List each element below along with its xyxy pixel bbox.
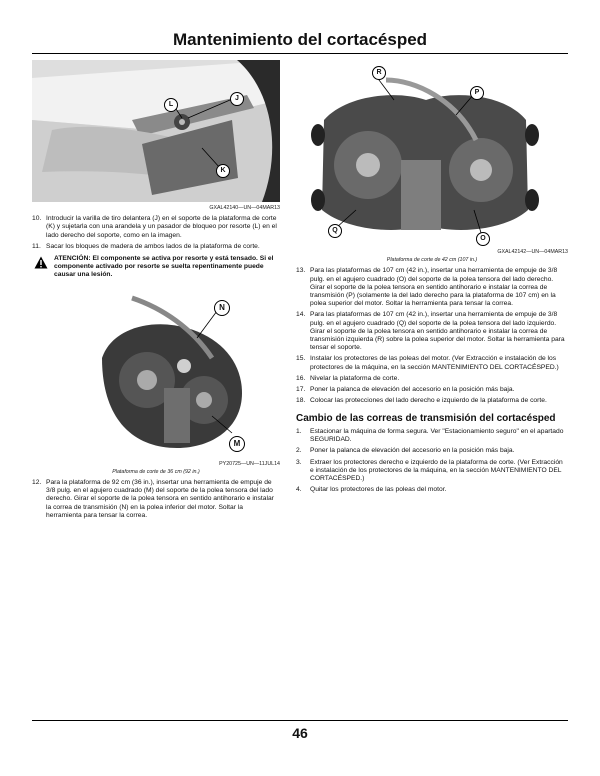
list-item xyxy=(296,397,568,405)
step-number: 11. xyxy=(32,242,41,250)
callout-o: O xyxy=(476,232,490,246)
list-item xyxy=(32,215,280,240)
page-number: 46 xyxy=(292,725,308,741)
right-column xyxy=(296,60,568,494)
list-item xyxy=(32,243,280,251)
step-text: Sacar los bloques de madera de ambos lados de la plataforma de corte. xyxy=(46,242,260,250)
step-text: Instalar los protectores de las poleas del motor. (Ver Extracción e instalación de los protectores de la máquina, en la sección MANTENIMIENTO DEL CORTACÉSPED.) xyxy=(310,355,559,371)
figure-code: GXAL42140—UN—04MAR13 xyxy=(209,205,280,211)
callout-r: R xyxy=(372,66,386,80)
list-item xyxy=(296,386,568,394)
step-number: 17. xyxy=(296,386,306,394)
list-item xyxy=(296,375,568,383)
step-number: 12. xyxy=(32,479,42,487)
figure-36in-deck xyxy=(92,288,252,458)
footer-rule xyxy=(32,720,568,721)
list-item xyxy=(296,447,568,455)
step-text: Colocar las protecciones del lado derecho e izquierdo de la plataforma de corte. xyxy=(310,397,547,405)
figure-code: GXAL42142—UN—04MAR13 xyxy=(497,249,568,255)
step-number: 13. xyxy=(296,267,306,275)
callout-n: N xyxy=(214,300,230,316)
step-number: 1. xyxy=(296,427,302,435)
warning-text: ATENCIÓN: El componente se activa por resorte y está tensado. Si el componente activado por resorte se suelta repentinamente puede causar una lesión. xyxy=(54,255,274,279)
callout-j: J xyxy=(230,92,244,106)
page-title: Mantenimiento del cortacésped xyxy=(172,30,428,49)
figure-code: PY20725—UN—11JUL14 xyxy=(219,460,280,467)
step-number: 16. xyxy=(296,374,306,382)
step-number: 4. xyxy=(296,486,302,494)
figure-caption: Plataforma de corte de 36 cm (92 in.) xyxy=(112,468,200,475)
step-text: Estacionar la máquina de forma segura. Ver "Estacionamiento seguro" en el apartado SEGURIDAD. xyxy=(310,427,564,444)
step-number: 14. xyxy=(296,311,306,319)
callout-l: L xyxy=(164,98,178,112)
list-item xyxy=(296,428,568,444)
header-rule xyxy=(32,53,568,54)
callout-k: K xyxy=(216,164,230,178)
step-text: Poner la palanca de elevación del accesorio en la posición más baja. xyxy=(310,447,515,455)
section-heading: Cambio de las correas de transmisión del cortacésped xyxy=(296,413,556,425)
left-column xyxy=(32,60,280,520)
step-text: Quitar los protectores de las poleas del motor. xyxy=(310,486,447,494)
callout-m: M xyxy=(229,436,245,452)
safety-warning xyxy=(32,255,280,280)
figure-caption: Plataforma de corte de 42 cm (107 in.) xyxy=(386,257,478,264)
list-item xyxy=(296,355,568,371)
step-text: Extraer los protectores derecho e izquierdo de la plataforma de corte. (Ver Extracción e instalación de los protectores de la máquina, en la sección MANTENIMIENTO DEL CORTACÉSPED.) xyxy=(310,458,563,482)
steps-list-a xyxy=(32,215,280,251)
step-text: Para las plataformas de 107 cm (42 in.), insertar una herramienta de empuje de 3/8 pulg. en el agujero cuadrado (Q) del soporte de la polea tensora del lado izquierdo. Girar el soporte de la polea tensora en sentido antihorario e instalar la correa de transmisión izquierda (R) sobre la polea superior del motor. Soltar la herramienta para tensar el soporte. xyxy=(310,311,565,352)
callout-q: Q xyxy=(328,224,342,238)
step-text: Introducir la varilla de tiro delantera (J) en el soporte de la plataforma de corte (K) y sujetarla con una arandela y un pasador de bloqueo por resorte (L) en el lado derecho del soporte, como en la imagen. xyxy=(46,215,277,239)
step-text: Para las plataformas de 107 cm (42 in.), insertar una herramienta de empuje de 3/8 pulg. en el agujero cuadrado (O) del soporte de la polea tensora del lado derecho. Girar el soporte de la polea tensora en sentido antihorario e instalar la correa de transmisión (P) (solamente la del lado derecho para la plataforma de 107 cm) en la polea superior del motor. Soltar la herramienta para tensar la correa. xyxy=(310,267,558,308)
list-item xyxy=(296,267,568,308)
step-number: 10. xyxy=(32,215,42,223)
steps-list-b xyxy=(32,479,280,520)
step-text: Nivelar la plataforma de corte. xyxy=(310,374,400,382)
step-number: 18. xyxy=(296,397,306,405)
callout-p: P xyxy=(470,86,484,100)
list-item xyxy=(296,486,568,494)
figure-42in-deck xyxy=(306,60,542,246)
drawbar-illustration xyxy=(32,60,280,202)
figure-drawbar-photo xyxy=(32,60,280,202)
list-item xyxy=(296,311,568,352)
list-item xyxy=(296,459,568,484)
steps-list-c xyxy=(296,267,568,405)
deck-42in-illustration xyxy=(306,60,542,246)
step-number: 3. xyxy=(296,458,302,466)
step-number: 15. xyxy=(296,355,306,363)
steps-list-d xyxy=(296,428,568,494)
step-number: 2. xyxy=(296,447,302,455)
step-text: Poner la palanca de elevación del accesorio en la posición más baja. xyxy=(310,386,515,394)
step-text: Para la plataforma de 92 cm (36 in.), insertar una herramienta de empuje de 3/8 pulg. en el agujero cuadrado (M) del soporte de la polea tensora del lado derecho. Girar el soporte de la polea tensora en sentido antihorario e instalar la correa de transmisión (N) en la polea inferior del motor. Soltar la herramienta para tensar la correa. xyxy=(46,479,274,519)
warning-triangle-icon xyxy=(34,256,48,272)
list-item xyxy=(32,479,280,520)
